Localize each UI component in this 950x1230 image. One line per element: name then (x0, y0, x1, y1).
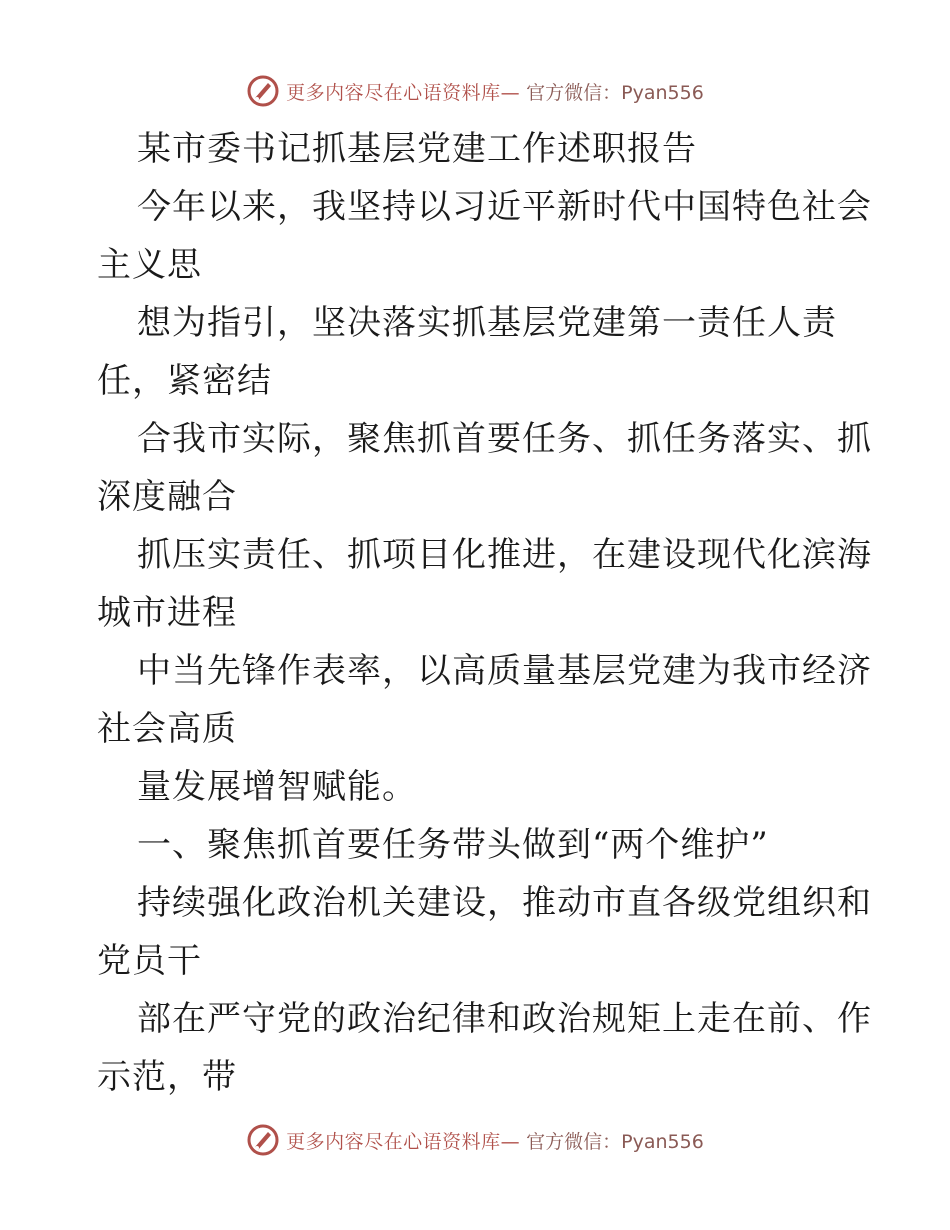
text-line: 合我市实际，聚焦抓首要任务、抓任务落实、抓 (137, 419, 872, 459)
text-line: 抓压实责任、抓项目化推进，在建设现代化滨海 (137, 535, 872, 575)
text-line: 今年以来，我坚持以习近平新时代中国特色社会 (137, 187, 872, 227)
pen-seal-icon (246, 74, 280, 108)
text-line: 示范，带 (97, 1057, 237, 1097)
footer-banner (0, 1120, 950, 1160)
text-line: 党员干 (97, 941, 202, 981)
text-line: 任，紧密结 (97, 361, 272, 401)
text-line: 部在严守党的政治纪律和政治规矩上走在前、作 (137, 999, 872, 1039)
text-line: 量发展增智赋能。 (137, 767, 417, 807)
banner-label: 更多内容尽在心语资料库— (286, 81, 521, 104)
text-line: 中当先锋作表率，以高质量基层党建为我市经济 (137, 651, 872, 691)
text-line: 主义思 (97, 245, 202, 285)
banner-contact: 官方微信：Pyan556 (526, 1130, 704, 1153)
text-line: 想为指引，坚决落实抓基层党建第一责任人责 (137, 303, 837, 343)
text-line: 社会高质 (97, 709, 237, 749)
text-line: 深度融合 (97, 477, 237, 517)
banner-label: 更多内容尽在心语资料库— (286, 1130, 521, 1153)
document-body (97, 120, 872, 1106)
text-line: 城市进程 (97, 593, 237, 633)
pen-seal-icon (246, 1123, 280, 1157)
banner-contact: 官方微信：Pyan556 (526, 81, 704, 104)
document-title: 某市委书记抓基层党建工作述职报告 (137, 129, 697, 169)
header-banner (0, 71, 950, 111)
section-heading: 一、聚焦抓首要任务带头做到“两个维护” (137, 825, 769, 865)
text-line: 持续强化政治机关建设，推动市直各级党组织和 (137, 883, 872, 923)
